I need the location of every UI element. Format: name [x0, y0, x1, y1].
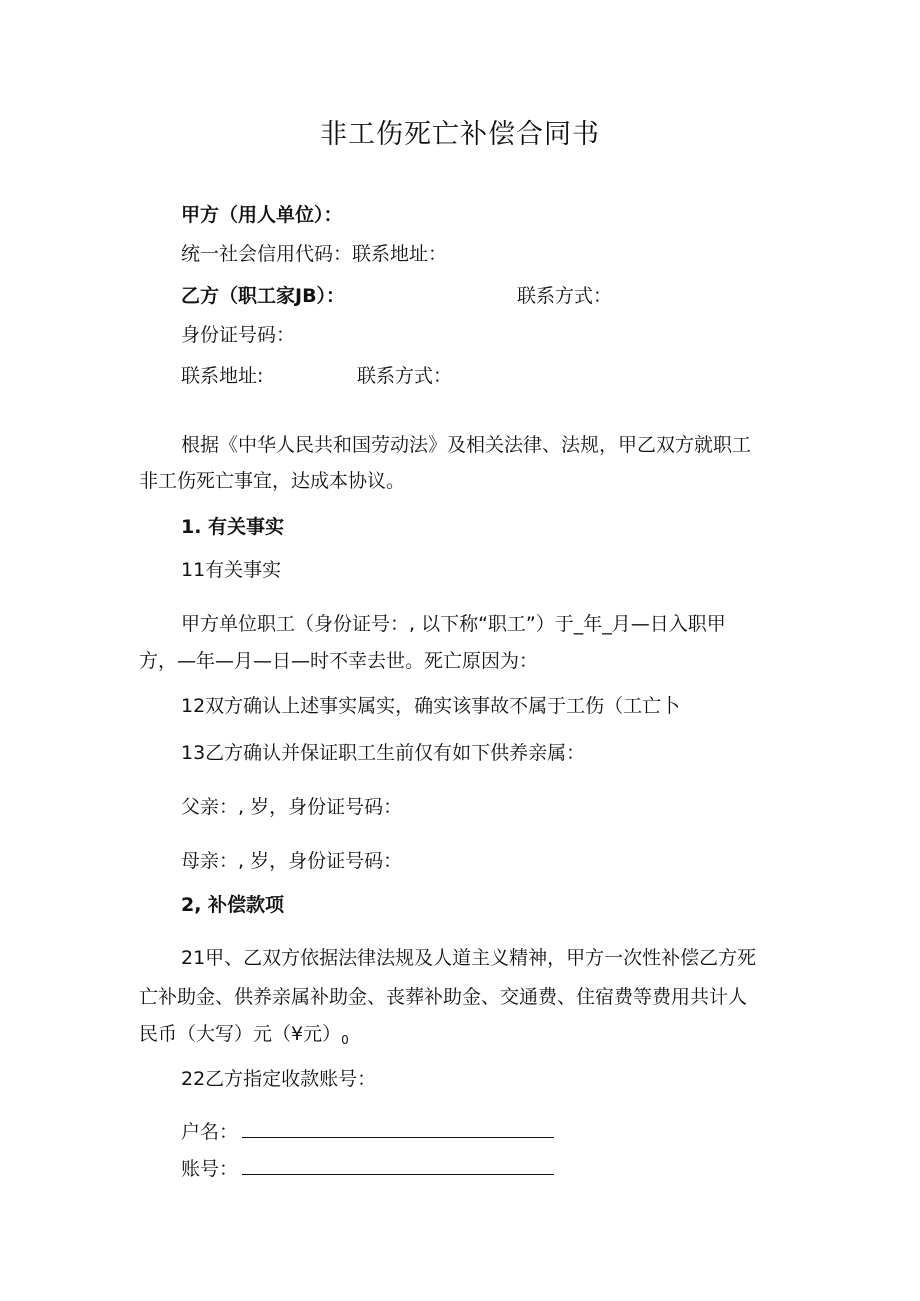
- clause-21-suffix: 0: [341, 1033, 349, 1047]
- clause-21-line-3: [139, 1022, 349, 1052]
- clause-12: 12双方确认上述事实属实，确实该事故不属于工伤（工亡卜: [181, 695, 681, 717]
- account-name-row: [181, 1119, 554, 1144]
- account-name-label: 户名：: [181, 1121, 239, 1143]
- clause-21-line-1: 21甲、乙双方依据法律法规及人道主义精神，甲方一次性补偿乙方死: [181, 947, 757, 969]
- party-b-contact-method-2: 联系方式：: [357, 365, 453, 387]
- fact-line-2: 方，—年—月—日—时不幸去世。死亡原因为：: [139, 650, 539, 672]
- father-line: 父亲：, 岁，身份证号码：: [181, 796, 403, 818]
- party-a-credit-code-address: 统一社会信用代码：联系地址：: [181, 243, 448, 265]
- account-name-blank: [242, 1119, 554, 1138]
- document-title: 非工伤死亡补偿合同书: [320, 119, 600, 150]
- party-a-label: 甲方（用人单位）：: [181, 204, 343, 226]
- preamble-line-2: 非工伤死亡事宜，达成本协议。: [139, 470, 406, 492]
- account-number-label: 账号：: [181, 1158, 239, 1180]
- party-b-label: 乙方（职工家JB）：: [181, 285, 346, 307]
- party-b-contact-method: 联系方式：: [517, 285, 613, 307]
- clause-22: 22乙方指定收款账号：: [181, 1068, 377, 1090]
- clause-21-text: 民币（大写）元（¥元）: [139, 1023, 342, 1045]
- party-b-id-number: 身份证号码：: [181, 324, 296, 346]
- section-1-heading: 1. 有关事实: [181, 516, 285, 538]
- mother-line: 母亲：, 岁，身份证号码：: [181, 850, 403, 872]
- fact-line-1: 甲方单位职工（身份证号：, 以下称“职工”）于_年_月—日入职甲: [181, 613, 726, 635]
- clause-21-line-2: 亡补助金、供养亲属补助金、丧葬补助金、交通费、住宿费等费用共计人: [139, 986, 748, 1008]
- account-number-row: [181, 1156, 554, 1181]
- preamble-line-1: 根据《中华人民共和国劳动法》及相关法律、法规，甲乙双方就职工: [181, 434, 752, 456]
- clause-13: 13乙方确认并保证职工生前仅有如下供养亲属：: [181, 742, 586, 764]
- clause-11: 11有关事实: [181, 559, 282, 581]
- account-number-blank: [242, 1156, 554, 1175]
- party-b-address: 联系地址:: [181, 365, 264, 387]
- section-2-heading: 2, 补偿款项: [181, 894, 285, 916]
